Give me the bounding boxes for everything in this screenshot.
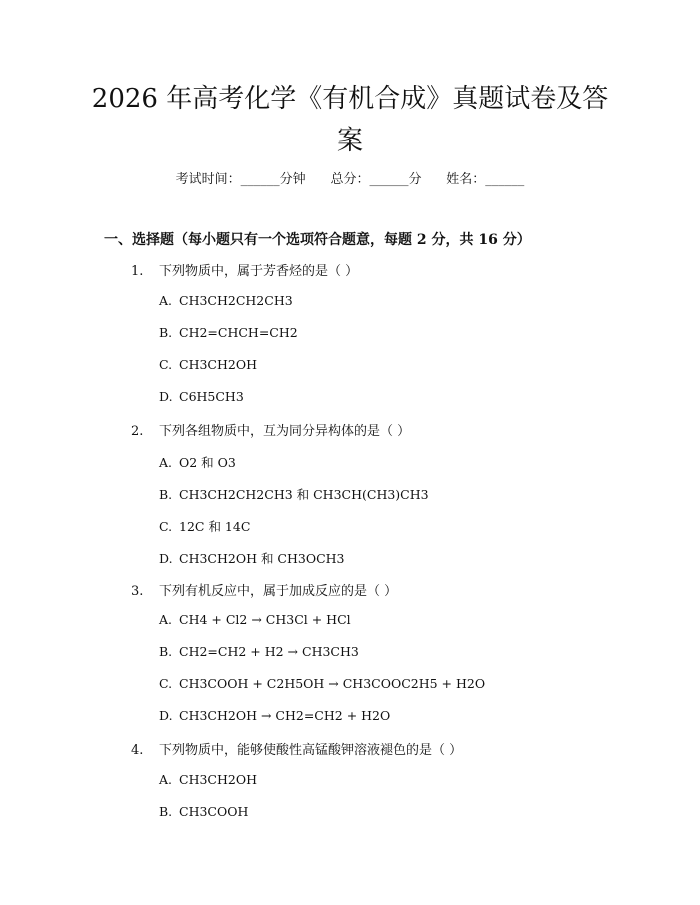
question-number: 3. — [131, 584, 144, 599]
section-heading: 一、选择题（每小题只有一个选项符合题意，每题 2 分，共 16 分） — [104, 232, 531, 248]
option-text: CH3CH2CH2CH3 — [179, 293, 293, 308]
option-item — [159, 804, 248, 819]
option-letter: A. — [159, 455, 173, 470]
question-number: 2. — [131, 424, 144, 439]
option-text: CH3COOH + C2H5OH → CH3COOC2H5 + H2O — [179, 676, 486, 691]
option-letter: C. — [159, 676, 173, 691]
question-number: 4. — [131, 743, 144, 758]
title-line-2: 案 — [336, 126, 363, 156]
total-score-field: 总分：______分 — [330, 172, 422, 187]
option-letter: D. — [159, 551, 173, 566]
question-text: 下列各组物质中，互为同分异构体的是（ ） — [159, 424, 411, 439]
question-stem — [131, 739, 462, 758]
option-item — [159, 517, 250, 535]
option-item — [159, 772, 257, 787]
option-text: CH4 + Cl2 → CH3Cl + HCl — [179, 612, 351, 627]
option-letter: D. — [159, 389, 173, 404]
option-item — [159, 357, 257, 372]
question-text: 下列物质中，能够使酸性高锰酸钾溶液褪色的是（ ） — [159, 743, 463, 758]
page-title — [90, 78, 610, 162]
option-text: C6H5CH3 — [179, 389, 244, 404]
option-item — [159, 389, 244, 404]
option-letter: C. — [159, 357, 173, 372]
question-stem — [131, 580, 397, 599]
title-line-1: 2026 年高考化学《有机合成》真题试卷及答 — [91, 84, 609, 114]
option-letter: A. — [159, 612, 173, 627]
question-text: 下列物质中，属于芳香烃的是（ ） — [159, 264, 359, 279]
option-item — [159, 549, 345, 567]
option-letter: C. — [159, 519, 173, 534]
question-number: 1. — [131, 264, 144, 279]
option-item — [159, 708, 390, 723]
question-stem — [131, 260, 358, 279]
option-item — [159, 453, 236, 471]
option-letter: B. — [159, 804, 173, 819]
option-letter: B. — [159, 487, 173, 502]
question-stem — [131, 420, 410, 439]
question-text: 下列有机反应中，属于加成反应的是（ ） — [159, 584, 398, 599]
option-letter: A. — [159, 772, 173, 787]
option-letter: B. — [159, 644, 173, 659]
option-item — [159, 485, 429, 503]
exam-info-line — [0, 168, 700, 187]
option-text: CH3CH2CH2CH3 和 CH3CH(CH3)CH3 — [179, 487, 429, 502]
option-text: 12C 和 14C — [179, 519, 251, 534]
option-item — [159, 293, 293, 308]
option-text: CH3CH2OH 和 CH3OCH3 — [179, 551, 345, 566]
option-item — [159, 644, 359, 659]
option-text: CH2=CH2 + H2 → CH3CH3 — [179, 644, 359, 659]
student-name-field: 姓名：______ — [446, 172, 525, 187]
option-text: CH3CH2OH — [179, 772, 257, 787]
option-letter: D. — [159, 708, 173, 723]
option-letter: A. — [159, 293, 173, 308]
option-text: CH3COOH — [179, 804, 249, 819]
option-item — [159, 325, 298, 340]
option-text: CH3CH2OH — [179, 357, 257, 372]
option-text: CH3CH2OH → CH2=CH2 + H2O — [179, 708, 391, 723]
option-item — [159, 612, 351, 627]
option-text: CH2=CHCH=CH2 — [179, 325, 298, 340]
option-text: O2 和 O3 — [179, 455, 236, 470]
option-letter: B. — [159, 325, 173, 340]
option-item — [159, 676, 485, 691]
exam-time-field: 考试时间：______分钟 — [175, 172, 306, 187]
